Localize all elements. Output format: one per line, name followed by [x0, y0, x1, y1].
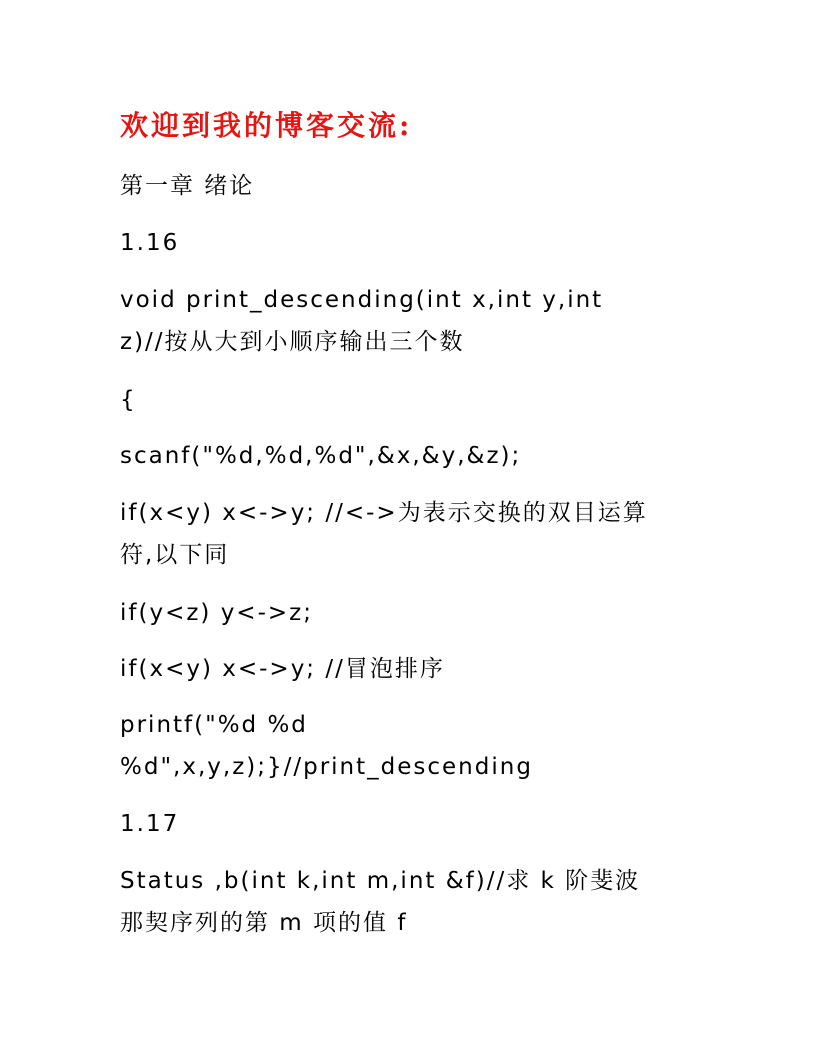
code-line: void print_descending(int x,int y,int	[120, 287, 604, 313]
code-line: if(x<y) x<->y; //冒泡排序	[120, 656, 445, 682]
section-number: 1.17	[120, 811, 180, 837]
code-line: printf("%d %d	[120, 712, 308, 738]
code-line: if(y<z) y<->z;	[120, 600, 313, 626]
code-line: if(x<y) x<->y; //<->为表示交换的双目运算	[120, 500, 648, 526]
code-line: scanf("%d,%d,%d",&x,&y,&z);	[120, 443, 522, 469]
code-line: 那契序列的第 m 项的值 f	[120, 910, 408, 936]
code-line: z)//按从大到小顺序输出三个数	[120, 329, 465, 355]
chapter-heading: 第一章 绪论	[120, 173, 255, 199]
code-line: %d",x,y,z);}//print_descending	[120, 754, 533, 780]
code-line: 符,以下同	[120, 542, 230, 568]
code-line: Status ,b(int k,int m,int &f)//求 k 阶斐波	[120, 868, 641, 894]
blog-title: 欢迎到我的博客交流:	[120, 109, 413, 142]
code-line: {	[120, 387, 137, 413]
section-number: 1.16	[120, 230, 180, 256]
